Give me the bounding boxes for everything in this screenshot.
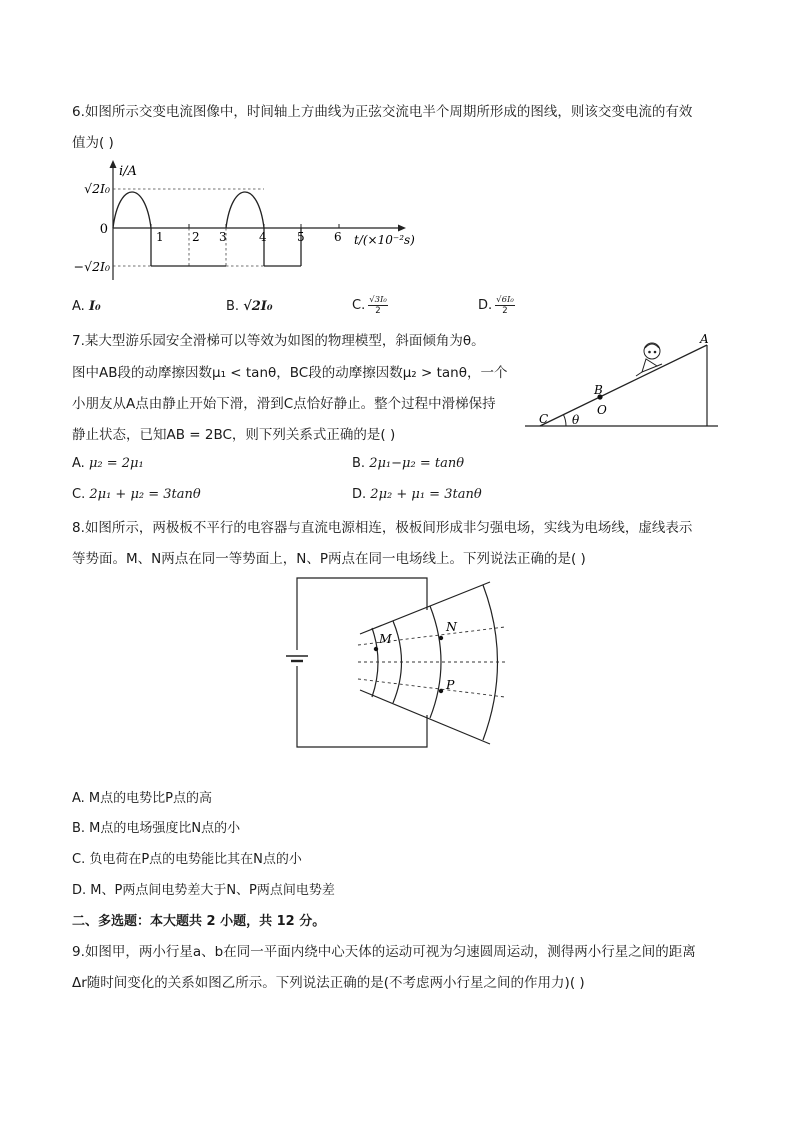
q7-option-d[interactable]: D. 2μ₂ + μ₁ = 3tanθ: [352, 487, 482, 502]
q6-option-a[interactable]: A. I₀: [72, 299, 101, 314]
q8-option-b[interactable]: B. M点的电场强度比N点的小: [72, 821, 241, 836]
q6-y-zero-label: 0: [99, 222, 108, 237]
q7-label-b: B: [594, 383, 603, 397]
q9-stem-line2: Δr随时间变化的关系如图乙所示。下列说法正确的是(不考虑两小行星之间的作用力)( ): [72, 975, 585, 991]
q8-upper-plate: [360, 582, 490, 634]
q8-option-d[interactable]: D. M、P两点间电势差大于N、P两点间电势差: [72, 883, 335, 898]
q9-stem-line1: 9.如图甲，两小行星a、b在同一平面内绕中心天体的运动可视为匀速圆周运动，测得两小行星之间的距离: [72, 944, 696, 960]
q6-option-b[interactable]: B. √2I₀: [226, 299, 273, 314]
q8-circuit-wire: [297, 578, 427, 747]
q6-tick-label-5: 5: [297, 230, 305, 244]
q8-label-n: N: [446, 619, 457, 634]
q6-option-d-fraction: √6I₀ 2: [496, 294, 514, 316]
q7-label-o: O: [597, 403, 607, 417]
q6-x-arrow: [398, 225, 406, 232]
q6-option-c-fraction: √3I₀ 2: [369, 294, 387, 316]
q7-stem-line4: 静止状态，已知AB = 2BC，则下列关系式正确的是( ): [72, 427, 396, 443]
q6-y-axis-label: i/A: [119, 164, 137, 179]
section-heading-multi-choice: 二、多选题：本大题共 2 小题，共 12 分。: [72, 914, 326, 929]
q7-stem-line3: 小朋友从A点由静止开始下滑，滑到C点恰好静止。整个过程中滑梯保持: [72, 396, 496, 412]
q7-option-c[interactable]: C. 2μ₁ + μ₂ = 3tanθ: [72, 487, 201, 502]
q6-option-d[interactable]: D. √6I₀ 2: [478, 294, 514, 316]
q7-stem-line2: 图中AB段的动摩擦因数μ₁ < tanθ，BC段的动摩擦因数μ₂ > tanθ，一个: [72, 365, 508, 381]
q6-option-c[interactable]: C. √3I₀ 2: [352, 294, 387, 316]
q8-stem-line2: 等势面。M、N两点在同一等势面上，N、P两点在同一电场线上。下列说法正确的是( ): [72, 551, 586, 567]
q6-stem-line1: 6.如图所示交变电流图像中，时间轴上方曲线为正弦交流电半个周期所形成的图线，则该交变电流的有效: [72, 104, 693, 120]
q7-label-c: C: [539, 412, 549, 426]
q8-label-p: P: [446, 677, 455, 692]
q8-stem-line1: 8.如图所示，两极板不平行的电容器与直流电源相连，极板间形成非匀强电场，实线为电场线，虚线表示: [72, 520, 693, 536]
q8-point-p: [439, 689, 443, 693]
q6-x-axis-label: t/(×10⁻²s): [354, 233, 415, 247]
q8-capacitor-figure: [280, 570, 520, 755]
q7-incline: [540, 345, 707, 426]
q7-label-theta: θ: [572, 413, 580, 427]
q8-equipotential-3: [358, 679, 505, 697]
q6-tick-label-1: 1: [156, 230, 164, 244]
q6-tick-label-4: 4: [259, 230, 267, 244]
q6-y-top-label: √2I₀: [84, 181, 110, 196]
q8-field-line-1: [372, 628, 378, 697]
q7-angle-arc: [564, 415, 566, 426]
q6-y-bottom-label: −√2I₀: [73, 259, 110, 274]
q8-option-a[interactable]: A. M点的电势比P点的高: [72, 791, 212, 806]
q8-lower-plate: [360, 690, 490, 744]
q6-sine-hump-1: [113, 192, 151, 228]
q6-tick-label-3: 3: [219, 230, 227, 244]
q6-tick-label-2: 2: [192, 230, 200, 244]
q6-stem-line2: 值为( ): [72, 135, 114, 151]
q7-slide-figure: [520, 330, 730, 435]
q8-option-c[interactable]: C. 负电荷在P点的电势能比其在N点的小: [72, 852, 302, 867]
q7-label-a: A: [700, 332, 709, 346]
q7-stem-line1: 7.某大型游乐园安全滑梯可以等效为如图的物理模型，斜面倾角为θ。: [72, 333, 485, 349]
q8-field-line-4: [483, 585, 498, 740]
q8-point-m: [374, 647, 378, 651]
q7-option-b[interactable]: B. 2μ₁−μ₂ = tanθ: [352, 456, 465, 471]
q8-label-m: M: [379, 631, 392, 646]
q6-y-arrow: [110, 160, 117, 168]
q7-option-a[interactable]: A. μ₂ = 2μ₁: [72, 456, 144, 471]
q6-sine-hump-2: [226, 192, 264, 228]
q8-point-n: [439, 636, 443, 640]
child-icon: [636, 343, 662, 376]
q6-tick-label-6: 6: [334, 230, 342, 244]
q6-current-graph: [60, 155, 430, 285]
